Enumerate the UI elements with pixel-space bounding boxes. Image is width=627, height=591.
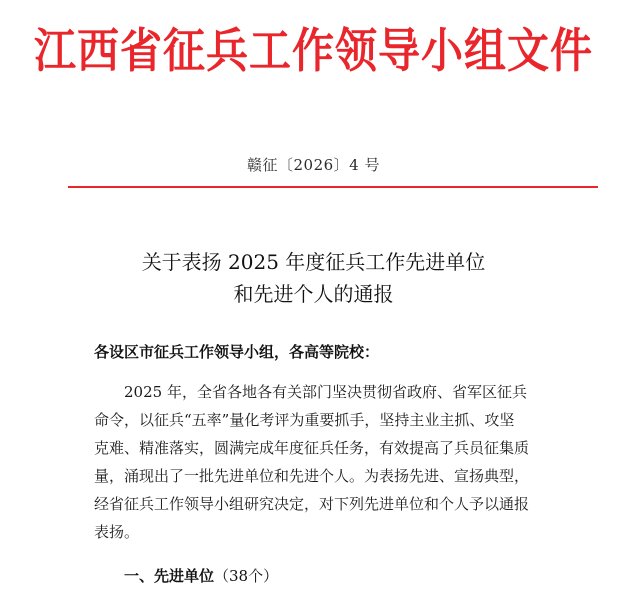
body-line: 2025 年，全省各地各有关部门坚决贯彻省政府、省军区征兵 — [124, 383, 527, 401]
body-line: 量，涌现出了一批先进单位和先进个人。为表扬先进、宣扬典型， — [94, 467, 530, 485]
body-line: 经省征兵工作领导小组研究决定，对下列先进单位和个人予以通报 — [94, 495, 530, 513]
title-line-2: 和先进个人的通报 — [233, 282, 394, 306]
salutation: 各设区市征兵工作领导小组，各高等院校： — [94, 343, 380, 361]
section-heading-advanced-units — [124, 565, 278, 586]
section-heading-count: （38个） — [214, 567, 279, 585]
red-divider-line — [68, 186, 598, 188]
document-title — [0, 246, 627, 310]
document-number: 赣征〔2026〕4 号 — [247, 156, 380, 174]
document-masthead: 江西省征兵工作领导小组文件 — [33, 23, 593, 79]
body-line: 命令，以征兵“五率”量化考评为重要抓手，坚持主业主抓、攻坚 — [94, 411, 515, 429]
title-line-1: 关于表扬 2025 年度征兵工作先进单位 — [141, 250, 486, 274]
section-heading-label: 一、先进单位 — [124, 567, 215, 585]
body-line: 表扬。 — [94, 523, 140, 541]
body-paragraph — [94, 378, 564, 546]
body-line: 克难、精准落实，圆满完成年度征兵任务，有效提高了兵员征集质 — [94, 439, 530, 457]
